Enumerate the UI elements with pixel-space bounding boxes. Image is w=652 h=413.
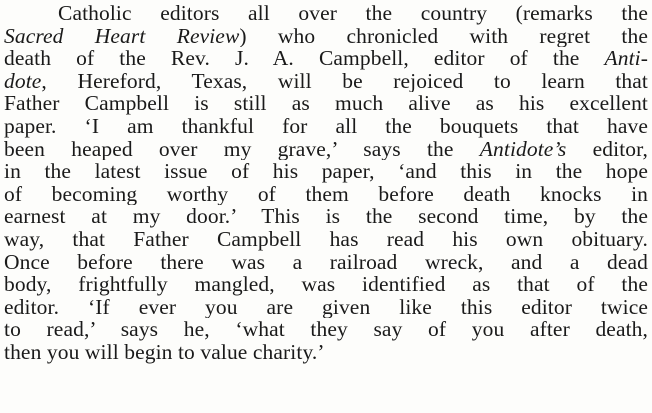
article-line-2: Sacred Heart Review) who chronicled with regret the [4,24,648,48]
article-line-15: to read,’ says he, ‘what they say of you after death, [4,318,648,341]
article-line-16: then you will begin to value charity.’ [4,340,325,364]
article-line-10: earnest at my door.’ This is the second time, by the [4,205,648,228]
article-line-4: dote, Hereford, Texas, will be rejoiced to learn that [4,69,648,93]
article-line-7: been heaped over my grave,’ says the Antidote’s editor, [4,137,648,161]
article-line-9: of becoming worthy of them before death knocks in [4,182,648,206]
article-line-5: Father Campbell is still as much alive as his excellent [4,92,648,115]
article-line-3: death of the Rev. J. A. Campbell, editor of the Anti- [4,47,648,70]
article-line-13: body, frightfully mangled, was identified as that of the [4,273,648,296]
article-body [4,2,648,364]
article-line-14: editor. ‘If ever you are given like this editor twice [4,295,648,319]
article-line-8: in the latest issue of his paper, ‘and this in the hope [4,160,648,183]
article-line-6: paper. ‘I am thankful for all the bouquets that have [4,114,648,138]
article-line-1: Catholic editors all over the country (remarks the [58,2,648,25]
article-line-12: Once before there was a railroad wreck, and a dead [4,250,648,274]
article-line-11: way, that Father Campbell has read his own obituary. [4,227,648,251]
